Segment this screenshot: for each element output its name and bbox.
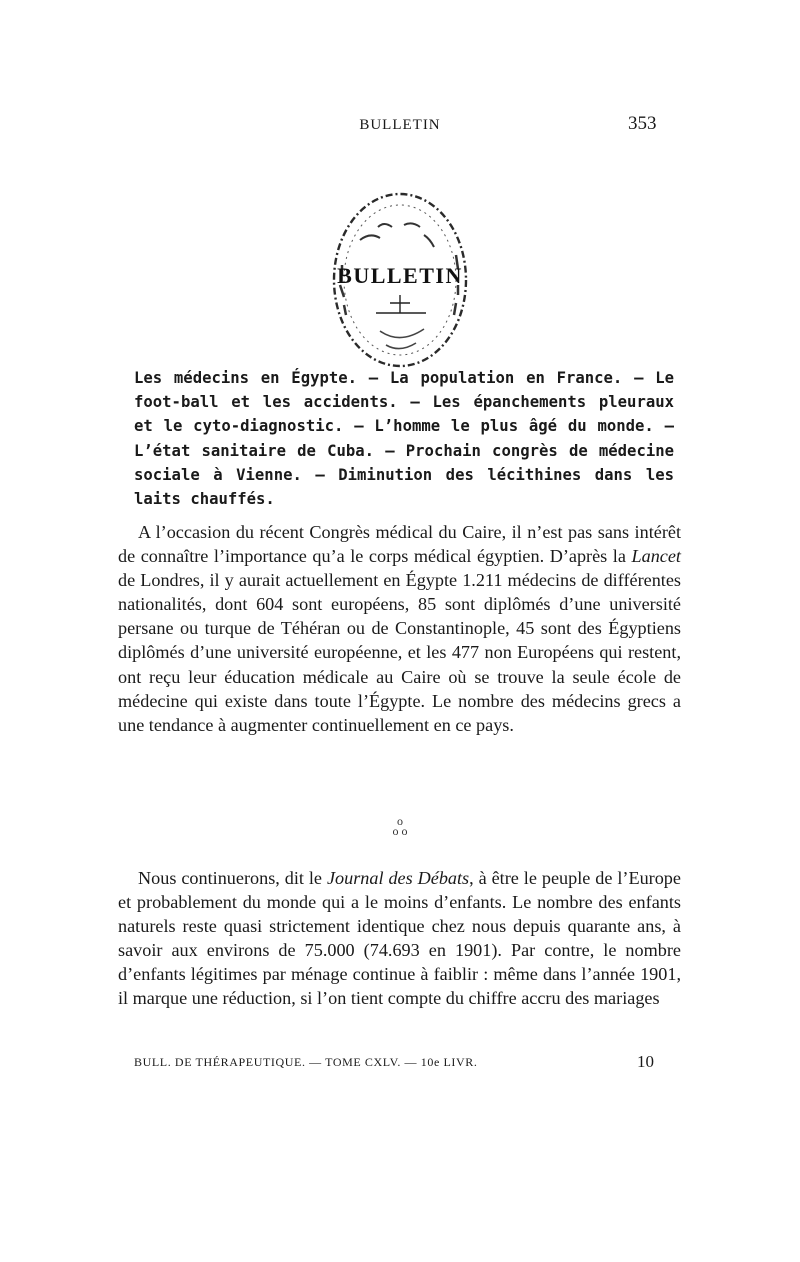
- page-footer: [134, 1052, 654, 1071]
- separator-mark: o o: [392, 824, 408, 838]
- page-number: 353: [628, 113, 657, 134]
- cited-journal: Lancet: [631, 546, 681, 567]
- running-title: BULLETIN: [359, 117, 441, 133]
- paragraph-text: de Londres, il y aurait actuellement en Égypte 1.211 médecins de différentes nationalités, dont 604 sont européens, 85 sont diplômés d’une université persane ou turque de Téhéran ou de Constantinople, 45 sont des Égyptiens diplômés d’une université européenne, et les 477 non Européens qui restent, ont reçu leur éducation médicale au Caire où se trouve la seule école de médecine qui existe dans toute l’Égypte. Le nombre des médecins grecs a une tendance à augmenter continuellement en ce pays.: [118, 570, 681, 735]
- stamp-label: BULLETIN: [337, 263, 463, 288]
- footer-signature-line: BULL. DE THÉRAPEUTIQUE. — TOME CXLV. — 10e LIVR.: [134, 1055, 478, 1069]
- paragraph-text: Nous continuerons, dit le: [138, 868, 327, 888]
- library-stamp-icon: [320, 185, 480, 375]
- section-separator: [380, 816, 420, 836]
- paragraph-population: [118, 866, 681, 1011]
- separator-mark: o: [397, 814, 403, 828]
- paragraph-egypt-doctors: [118, 520, 681, 737]
- article-summary: Les médecins en Égypte. — La population en France. — Le foot-ball et les accidents. — Les épanchements pleuraux et le cyto-diagnostic. — L’homme le plus âgé du monde. — L’état sanitaire de Cuba. — Prochain congrès de médecine sociale à Vienne. — Diminution des lécithines dans les laits chauffés.: [134, 369, 674, 509]
- paragraph-text: A l’occasion du récent Congrès médical du Caire, il n’est pas sans intérêt de connaître l’importance qu’a le corps médical égyptien. D’après la: [118, 522, 681, 567]
- cited-journal: Journal des Débats: [326, 868, 470, 888]
- paragraph-text: , à être le peuple de l’Europe et probablement du monde qui a le moins d’enfants. Le nombre des enfants naturels reste quasi strictement identique chez nous depuis quarante ans, à savoir aux environs de 75.000 (74.693 en 1901). Par contre, le nombre d’enfants légitimes par ménage continue à faiblir : même dans l’année 1901, il marque une réduction, si l’on tient compte du chiffre accru des mariages: [118, 868, 681, 1009]
- signature-number: 10: [637, 1052, 654, 1071]
